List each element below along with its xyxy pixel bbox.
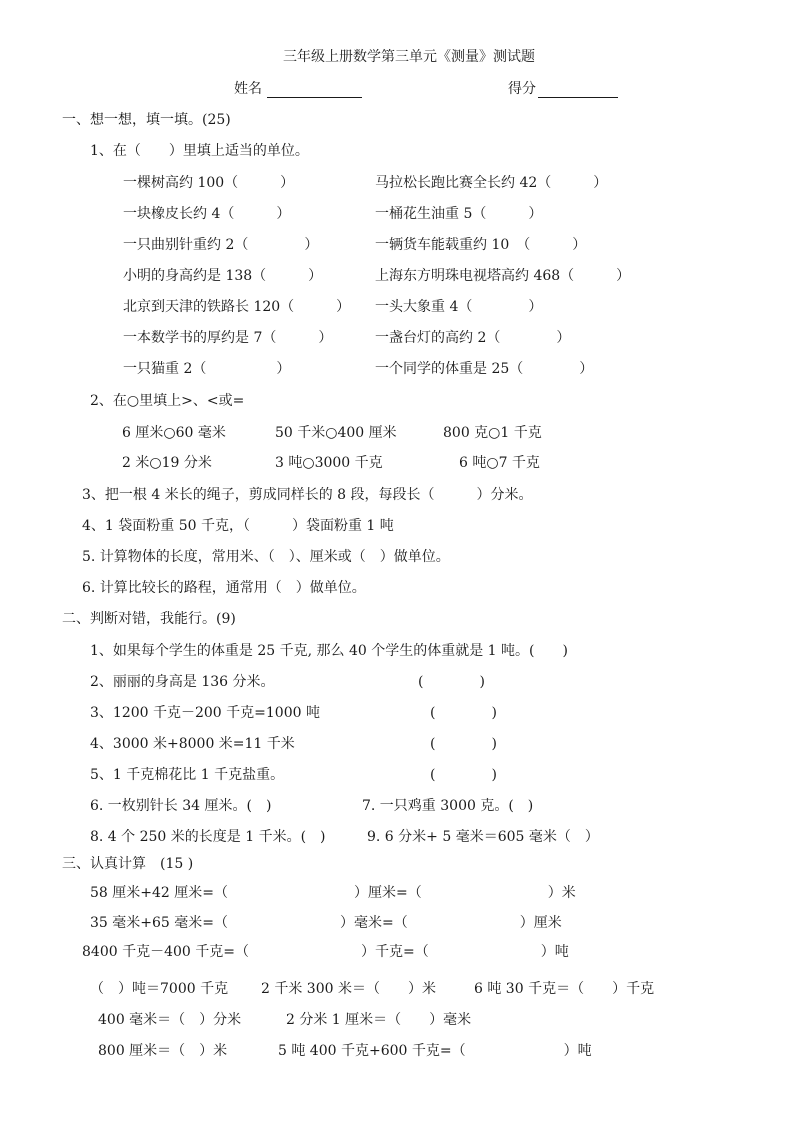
q2-item: 2 米○19 分米 <box>122 455 212 471</box>
q1-right-item: 一盏台灯的高约 2（ ） <box>375 330 571 346</box>
q1-left-item: 一只曲别针重约 2（ ） <box>123 237 319 253</box>
q2-item: 50 千米○400 厘米 <box>275 425 397 441</box>
q2-item: 800 克○1 千克 <box>443 425 542 441</box>
judge-item: 9. 6 分米+ 5 毫米＝605 毫米（ ） <box>367 829 599 845</box>
judge-item: 5、1 千克棉花比 1 千克盐重。 <box>90 767 285 783</box>
judge-item: 6. 一枚别针长 34 厘米。( ) <box>90 798 272 814</box>
judge-blank[interactable]: ( ) <box>430 767 497 783</box>
q1-left-item: 一块橡皮长约 4（ ） <box>123 206 291 222</box>
q1-left-item: 北京到天津的铁路长 120（ ） <box>123 299 351 315</box>
convert-item: 2 千米 300 米＝（ ）米 <box>261 981 436 997</box>
convert-item: （ ）吨＝7000 千克 <box>90 981 229 997</box>
name-label: 姓名 <box>234 81 262 97</box>
judge-item: 2、丽丽的身高是 136 分米。 <box>90 674 275 690</box>
judge-blank[interactable]: ( ) <box>430 705 497 721</box>
page-title: 三年级上册数学第三单元《测量》测试题 <box>283 49 535 65</box>
q1-left-item: 一本数学书的厚约是 7（ ） <box>123 330 333 346</box>
convert-item: 800 厘米＝（ ）米 <box>98 1043 228 1059</box>
q1-left-item: 一只猫重 2（ ） <box>123 361 291 377</box>
score-blank[interactable] <box>538 97 618 98</box>
section1-heading: 一、想一想，填一填。(25) <box>62 112 231 128</box>
section3-heading: 三、认真计算 (15 ) <box>62 856 194 872</box>
q5-text: 5. 计算物体的长度，常用米、（ ）、厘米或（ ）做单位。 <box>82 549 450 565</box>
q2-prompt: 2、在○里填上>、<或= <box>90 393 245 409</box>
q6-text: 6. 计算比较长的路程，通常用（ ）做单位。 <box>82 580 366 596</box>
convert-item: 2 分米 1 厘米＝（ ）毫米 <box>286 1012 472 1028</box>
calc-item: 58 厘米+42 厘米=（ ）厘米=（ ）米 <box>90 885 576 901</box>
section2-heading: 二、判断对错，我能行。(9) <box>62 611 236 627</box>
judge-item: 7. 一只鸡重 3000 克。( ) <box>362 798 534 814</box>
q1-right-item: 马拉松长跑比赛全长约 42（ ） <box>375 175 608 191</box>
q1-right-item: 一桶花生油重 5（ ） <box>375 206 543 222</box>
judge-blank[interactable]: ( ) <box>430 736 497 752</box>
judge-blank[interactable]: ( ) <box>418 674 485 690</box>
judge-item: 4、3000 米+8000 米=11 千米 <box>90 736 295 752</box>
q4-text: 4、1 袋面粉重 50 千克，（ ）袋面粉重 1 吨 <box>82 518 394 534</box>
q1-right-item: 一辆货车能载重约 10 （ ） <box>375 237 587 253</box>
q3-text: 3、把一根 4 米长的绳子，剪成同样长的 8 段，每段长（ ）分米。 <box>82 487 533 503</box>
q1-right-item: 上海东方明珠电视塔高约 468（ ） <box>375 268 631 284</box>
q1-left-item: 小明的身高约是 138（ ） <box>123 268 323 284</box>
q2-item: 3 吨○3000 千克 <box>275 455 383 471</box>
judge-item: 3、1200 千克－200 千克=1000 吨 <box>90 705 320 721</box>
q1-left-item: 一棵树高约 100（ ） <box>123 175 295 191</box>
score-label: 得分 <box>508 81 536 97</box>
q1-right-item: 一个同学的体重是 25（ ） <box>375 361 594 377</box>
convert-item: 400 毫米＝（ ）分米 <box>98 1012 242 1028</box>
convert-item: 5 吨 400 千克+600 千克=（ ）吨 <box>278 1043 592 1059</box>
q2-item: 6 厘米○60 毫米 <box>122 425 226 441</box>
q2-item: 6 吨○7 千克 <box>459 455 540 471</box>
calc-item: 35 毫米+65 毫米=（ ）毫米=（ ）厘米 <box>90 915 562 931</box>
judge-item: 1、如果每个学生的体重是 25 千克, 那么 40 个学生的体重就是 1 吨。( ) <box>90 643 568 659</box>
calc-item: 8400 千克－400 千克=（ ）千克=（ ）吨 <box>82 944 569 960</box>
q1-right-item: 一头大象重 4（ ） <box>375 299 543 315</box>
convert-item: 6 吨 30 千克＝（ ）千克 <box>474 981 655 997</box>
q1-prompt: 1、在（ ）里填上适当的单位。 <box>90 143 309 159</box>
judge-item: 8. 4 个 250 米的长度是 1 千米。( ) <box>90 829 326 845</box>
name-blank[interactable] <box>267 97 362 98</box>
